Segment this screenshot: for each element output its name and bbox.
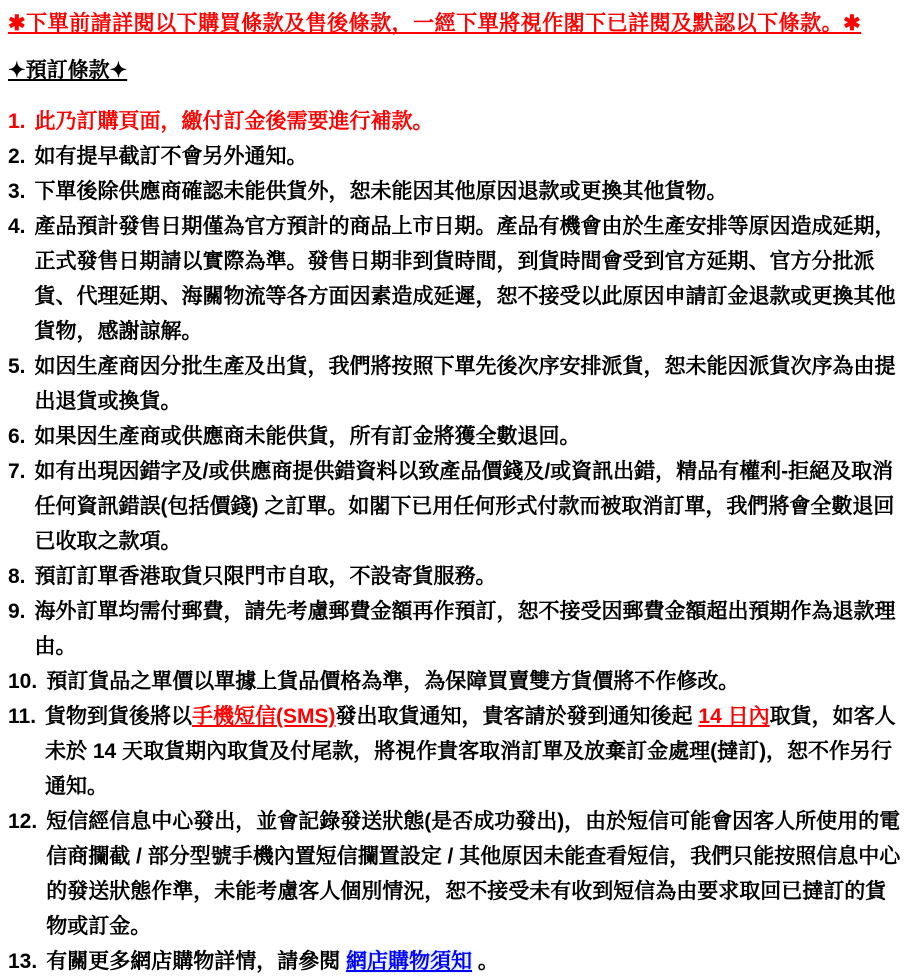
term-number: 6. [8,425,26,448]
term-item-11 [8,699,901,804]
pre-order-notice: ✱下單前請詳閱以下購買條款及售後條款，一經下單將視作閣下已詳閱及默認以下條款。✱ [8,12,862,35]
term-7-text: 如有出現因錯字及/或供應商提供錯資料以致產品價錢及/或資訊出錯，精品有權利-拒絕及取消任何資訊錯誤(包括價錢) 之訂單。如閣下已用任何形式付款而被取消訂單，我們將會全數退回已收取之款項。 [34,460,895,553]
term-number: 12. [8,810,38,833]
term-text [35,174,901,209]
term-number: 9. [8,600,26,623]
term-number: 7. [8,460,26,483]
term-text [35,419,901,454]
term-item-2 [8,139,901,174]
terms-heading-row [8,56,901,86]
term-item-6 [8,419,901,454]
term-5-text: 如因生產商因分批生產及出貨，我們將按照下單先後次序安排派貨，恕未能因派貨次序為由提出退貨或換貨。 [34,355,896,413]
term-number: 4. [8,215,26,238]
term-text [35,349,901,419]
term-13-text: 。 [472,950,499,973]
term-10-text: 預訂貨品之單價以單據上貨品價格為準，為保障買賣雙方貨價將不作修改。 [46,670,740,693]
term-text [35,454,901,559]
term-item-1 [8,104,901,139]
term-number: 5. [8,355,26,378]
term-12-text: 短信經信息中心發出，並會記錄發送狀態(是否成功發出)，由於短信可能會因客人所使用的電信商攔截 / 部分型號手機內置短信攔置設定 / 其他原因未能查看短信，我們只能按照信息中心的發送狀態作準，未能考慮客人個別情況，恕不接受未有收到短信為由要求取回已撻訂的貨物或訂金。 [46,810,901,938]
term-number: 3. [8,180,26,203]
term-item-3 [8,174,901,209]
term-item-12 [8,804,901,944]
term-text [35,559,901,594]
term-text [46,664,901,699]
term-number: 11. [8,705,37,728]
term-11-text: 取貨，如客人未於 14 天取貨期內取貨及付尾款，將視作貴客取消訂單及放棄訂金處理(撻訂)，恕不作另行通知。 [45,705,896,798]
term-text [35,209,901,349]
term-item-9 [8,594,901,664]
highlight-sms: 手機短信(SMS) [192,705,336,728]
term-item-8 [8,559,901,594]
term-item-10 [8,664,901,699]
term-number: 1. [8,110,26,133]
term-number: 10. [8,670,38,693]
term-3-text: 下單後除供應商確認未能供貨外，恕未能因其他原因退款或更換其他貨物。 [34,180,728,203]
term-text [46,944,901,979]
term-number: 8. [8,565,26,588]
term-1-text: 此乃訂購頁面，繳付訂金後需要進行補款。 [34,110,434,133]
term-number: 13. [8,950,38,973]
term-text [45,699,901,804]
terms-heading: ✦預訂條款✦ [8,59,128,82]
term-text [35,594,901,664]
term-8-text: 預訂訂單香港取貨只限門市自取，不設寄貨服務。 [34,565,497,588]
term-item-7 [8,454,901,559]
term-text [46,804,901,944]
term-number: 2. [8,145,26,168]
term-item-13 [8,944,901,979]
term-9-text: 海外訂單均需付郵費，請先考慮郵費金額再作預訂，恕不接受因郵費金額超出預期作為退款理由。 [34,600,896,658]
term-6-text: 如果因生產商或供應商未能供貨，所有訂金將獲全數退回。 [34,425,581,448]
term-2-text: 如有提早截訂不會另外通知。 [34,145,308,168]
term-4-text: 產品預計發售日期僅為官方預計的商品上市日期。產品有機會由於生產安排等原因造成延期，正式發售日期請以實際為準。發售日期非到貨時間，到貨時間會受到官方延期、官方分批派貨、代理延期、海關物流等各方面因素造成延遲，恕不接受以此原因申請訂金退款或更換其他貨物，感謝諒解。 [34,215,896,343]
term-11-text: 貨物到貨後將以 [45,705,193,728]
term-text [35,104,901,139]
term-text [35,139,901,174]
shopping-guide-link[interactable]: 網店購物須知 [346,950,473,973]
term-13-text: 有關更多網店購物詳情，請參閱 [46,950,347,973]
highlight-14-days: 14 日內 [698,705,770,728]
term-11-text: 發出取貨通知，貴客請於發到通知後起 [335,705,699,728]
terms-list [8,104,901,979]
term-item-4 [8,209,901,349]
term-item-5 [8,349,901,419]
